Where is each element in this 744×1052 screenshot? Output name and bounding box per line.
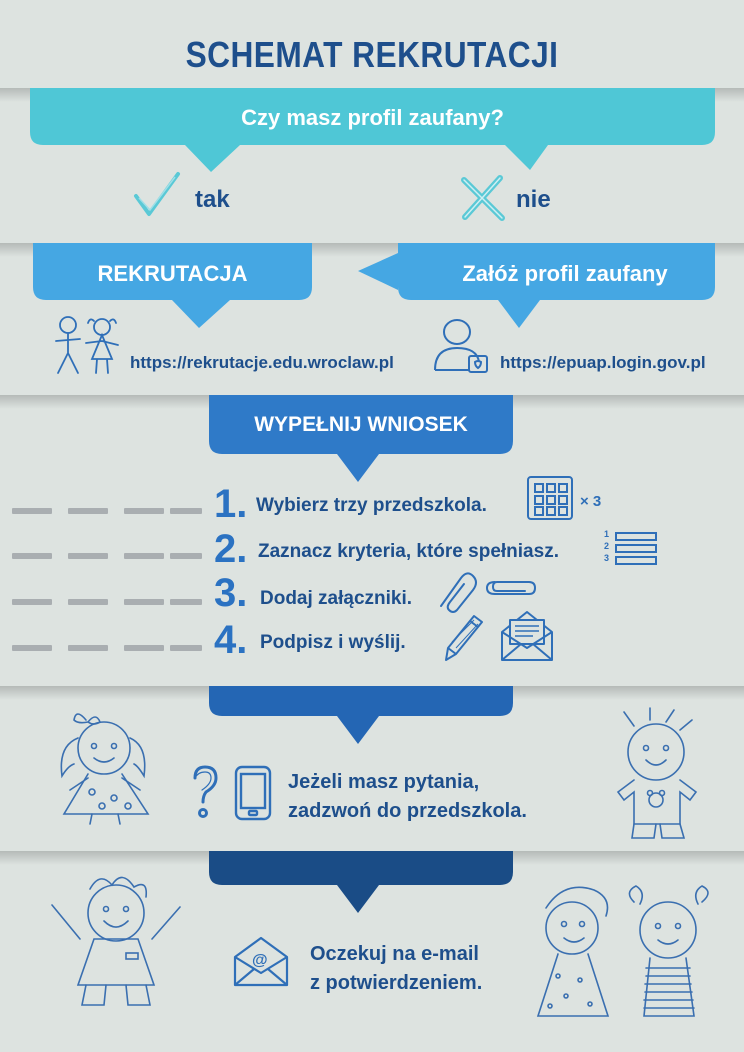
form-label: WYPEŁNIJ WNIOSEK — [254, 413, 468, 436]
step-number: 1. — [214, 482, 248, 526]
email-text — [310, 940, 482, 998]
times-three-label: × 3 — [580, 493, 602, 510]
step-text: Zaznacz kryteria, które spełniasz. — [258, 541, 559, 562]
list-number: 2 — [604, 541, 610, 551]
epuap-link[interactable]: https://epuap.login.gov.pl — [500, 353, 706, 372]
email-envelope-icon — [232, 935, 290, 989]
step-number: 4. — [214, 618, 248, 662]
answer-no: nie — [516, 186, 551, 213]
step-text: Podpisz i wyślij. — [260, 632, 406, 653]
step-text: Dodaj załączniki. — [260, 588, 413, 609]
page-title: SCHEMAT REKRUTACJI — [185, 34, 559, 75]
create-profile-label: Załóż profil zaufany — [462, 261, 668, 286]
step-number: 2. — [214, 527, 248, 571]
jumping-boy-drawing — [50, 865, 182, 1015]
email-line-1: Oczekuj na e-mail — [310, 943, 479, 965]
email-line-2: z potwierdzeniem. — [310, 972, 483, 994]
list-number: 3 — [604, 553, 610, 563]
step-text: Wybierz trzy przedszkola. — [256, 495, 487, 516]
two-girls-drawing — [524, 876, 724, 1026]
step-number: 3. — [214, 571, 248, 615]
contact-line-2: zadzwoń do przedszkola. — [288, 800, 527, 822]
svg-text:@: @ — [252, 952, 268, 969]
contact-line-1: Jeżeli masz pytania, — [288, 771, 480, 793]
list-number: 1 — [604, 529, 610, 539]
recruitment-label: REKRUTACJA — [97, 261, 248, 286]
question-label: Czy masz profil zaufany? — [241, 105, 504, 130]
recruitment-link[interactable]: https://rekrutacje.edu.wroclaw.pl — [130, 353, 394, 372]
answer-yes: tak — [195, 186, 230, 213]
